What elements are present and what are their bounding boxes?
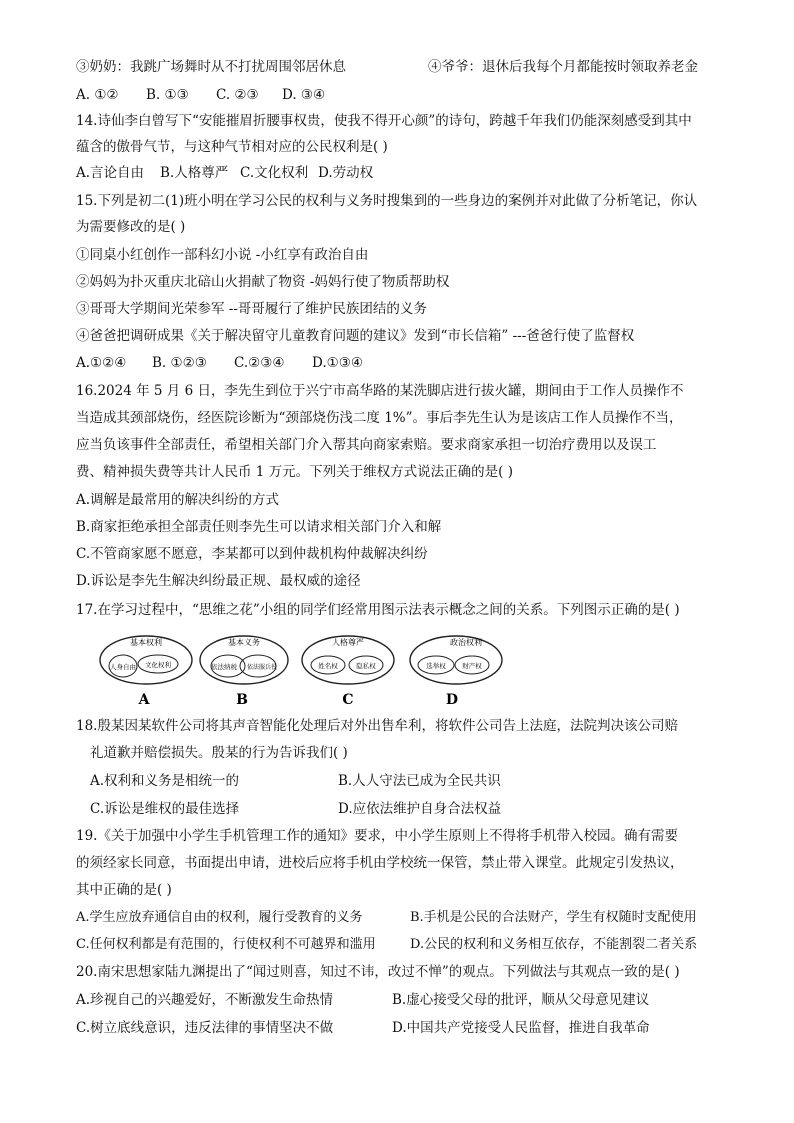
q17-diagrams	[96, 630, 516, 710]
q14-choice-c: C.文化权利	[240, 165, 309, 181]
q16-choice-b: B.商家拒绝承担全部责任则李先生可以请求相关部门介入和解	[76, 519, 442, 535]
diagram-c-letter: C	[342, 692, 354, 708]
q15-stem-line-2: 为需要修改的是( )	[76, 219, 186, 235]
diagram-a	[100, 636, 192, 708]
q13-option-4: ④爷爷：退休后我每个月都能按时领取养老金	[428, 59, 698, 75]
q16-stem-line-3: 应当负该事件全部责任，希望相关部门介入帮其向商家索赔。要求商家承担一切治疗费用以及误工	[76, 437, 657, 453]
diagram-b-outer-label: 基本义务	[228, 638, 260, 647]
diagram-b-inner-label-2: 依法服兵役	[246, 664, 278, 671]
q18-choice-a: A.权利和义务是相统一的	[90, 773, 240, 789]
q19-choice-d: D.公民的权利和义务相互依存，不能割裂二者关系	[410, 937, 698, 952]
q19-choice-b: B.手机是公民的合法财产，学生有权随时支配使用	[410, 910, 697, 925]
q18-stem-line-2: 礼道歉并赔偿损失。殷某的行为告诉我们( )	[90, 745, 348, 761]
q13-choice-d: D. ③④	[282, 87, 326, 103]
q19-stem-line-1: 19.《关于加强中小学生手机管理工作的通知》要求，中小学生原则上不得将手机带入校园。确有需要	[76, 828, 678, 844]
q18-choice-b: B.人人守法已成为全民共识	[338, 773, 501, 789]
q20-choice-c: C.树立底线意识，违反法律的事情坚决不做	[76, 1020, 334, 1036]
q16-stem-line-2: 当造成其颈部烧伤，经医院诊断为“颈部烧伤浅二度 1%”。事后李先生认为是该店工作人员操作不当，	[76, 410, 683, 426]
diagram-b-inner-label-1: 依法纳税	[211, 663, 237, 671]
q17-stem: 17.在学习过程中，“思维之花”小组的同学们经常用图示法表示概念之间的关系。下列图示正确的是( )	[76, 602, 680, 618]
q13-choice-a: A. ①②	[76, 87, 119, 103]
q15-choice-a: A.①②④	[76, 355, 127, 371]
q13-choice-b: B. ①③	[146, 87, 189, 103]
q19-choice-c: C.任何权利都是有范围的，行使权利不可越界和滥用	[76, 937, 376, 952]
diagram-a-inner-label-1: 人身自由	[110, 663, 136, 671]
q15-choice-d: D.①③④	[312, 355, 363, 371]
q15-item-4: ④爸爸把调研成果《关于解决留守儿童教育问题的建议》发到“市长信箱” ---爸爸行使了监督权	[76, 328, 635, 344]
q16-choice-c: C.不管商家愿不愿意，李某都可以到仲裁机构仲裁解决纠纷	[76, 546, 428, 562]
diagram-b	[200, 636, 288, 708]
diagram-c-inner-label-1: 姓名权	[318, 662, 338, 670]
diagram-d-letter: D	[445, 692, 459, 708]
q19-stem-line-2: 的须经家长同意，书面提出申请，进校后应将手机由学校统一保管，禁止带入课堂。此规定引发热议，	[76, 855, 684, 871]
q18-stem-line-1: 18.殷某因某软件公司将其声音智能化处理后对外出售牟利，将软件公司告上法庭，法院判决该公司赔	[76, 718, 678, 734]
q16-choice-a: A.调解是最常用的解决纠纷的方式	[76, 492, 280, 508]
q16-choice-d: D.诉讼是李先生解决纠纷最正规、最权威的途径	[76, 573, 361, 589]
diagram-c-outer-label: 人格尊严	[332, 638, 364, 647]
q14-choice-d: D.劳动权	[318, 165, 374, 181]
diagram-c	[302, 636, 394, 708]
diagram-a-inner-label-2: 文化权利	[145, 661, 171, 669]
diagram-c-inner-label-2: 隐私权	[356, 662, 376, 670]
q15-item-1: ①同桌小红创作一部科幻小说 -小红享有政治自由	[76, 247, 369, 263]
q20-choice-a: A.珍视自己的兴趣爱好，不断激发生命热情	[76, 992, 334, 1008]
q14-stem-line-2: 蕴含的傲骨气节，与这种气节相对应的公民权利是( )	[76, 139, 388, 155]
q14-choice-a: A.言论自由	[76, 165, 145, 181]
q13-choice-c: C. ②③	[216, 87, 259, 103]
q15-choice-c: C.②③④	[234, 355, 285, 371]
diagram-d	[410, 636, 502, 708]
diagram-a-outer-label: 基本权利	[130, 638, 162, 647]
q15-item-3: ③哥哥大学期间光荣参军 --哥哥履行了维护民族团结的义务	[76, 301, 427, 317]
diagram-d-inner-label-1: 选举权	[426, 662, 446, 670]
diagram-b-letter: B	[236, 692, 248, 708]
q20-choice-b: B.虚心接受父母的批评，顺从父母意见建议	[392, 992, 650, 1008]
q16-stem-line-1: 16.2024 年 5 月 6 日，李先生到位于兴宁市高华路的某洗脚店进行拔火罐，期间由于工作人员操作不	[76, 383, 684, 399]
q19-stem-line-3: 其中正确的是( )	[76, 882, 172, 898]
q15-item-2: ②妈妈为扑灭重庆北碚山火捐献了物资 -妈妈行使了物质帮助权	[76, 274, 450, 290]
diagram-a-letter: A	[138, 692, 150, 708]
q13-option-3: ③奶奶：我跳广场舞时从不打扰周围邻居休息	[76, 59, 346, 75]
q16-stem-line-4: 费、精神损失费等共计人民币 1 万元。下列关于维权方式说法正确的是( )	[76, 464, 513, 480]
diagram-d-inner-label-2: 财产权	[462, 662, 482, 670]
q20-stem: 20.南宋思想家陆九渊提出了“闻过则喜，知过不讳，改过不惮”的观点。下列做法与其观点一致的是( )	[76, 964, 680, 980]
diagram-d-outer-label: 政治权利	[450, 638, 482, 647]
q19-choice-a: A.学生应放弃通信自由的权利，履行受教育的义务	[76, 910, 363, 925]
q18-choice-c: C.诉讼是维权的最佳选择	[90, 801, 240, 817]
q18-choice-d: D.应依法维护自身合法权益	[338, 801, 502, 817]
q14-choice-b: B.人格尊严	[160, 165, 229, 181]
q20-choice-d: D.中国共产党接受人民监督，推进自我革命	[392, 1020, 650, 1036]
q14-stem-line-1: 14.诗仙李白曾写下“安能摧眉折腰事权贵，使我不得开心颜”的诗句，跨越千年我们仍能深刻感受到其中	[76, 113, 692, 129]
q15-choice-b: B. ①②③	[152, 355, 207, 371]
q15-stem-line-1: 15.下列是初二(1)班小明在学习公民的权利与义务时搜集到的一些身边的案例并对此做了分析笔记，你认	[76, 193, 698, 209]
